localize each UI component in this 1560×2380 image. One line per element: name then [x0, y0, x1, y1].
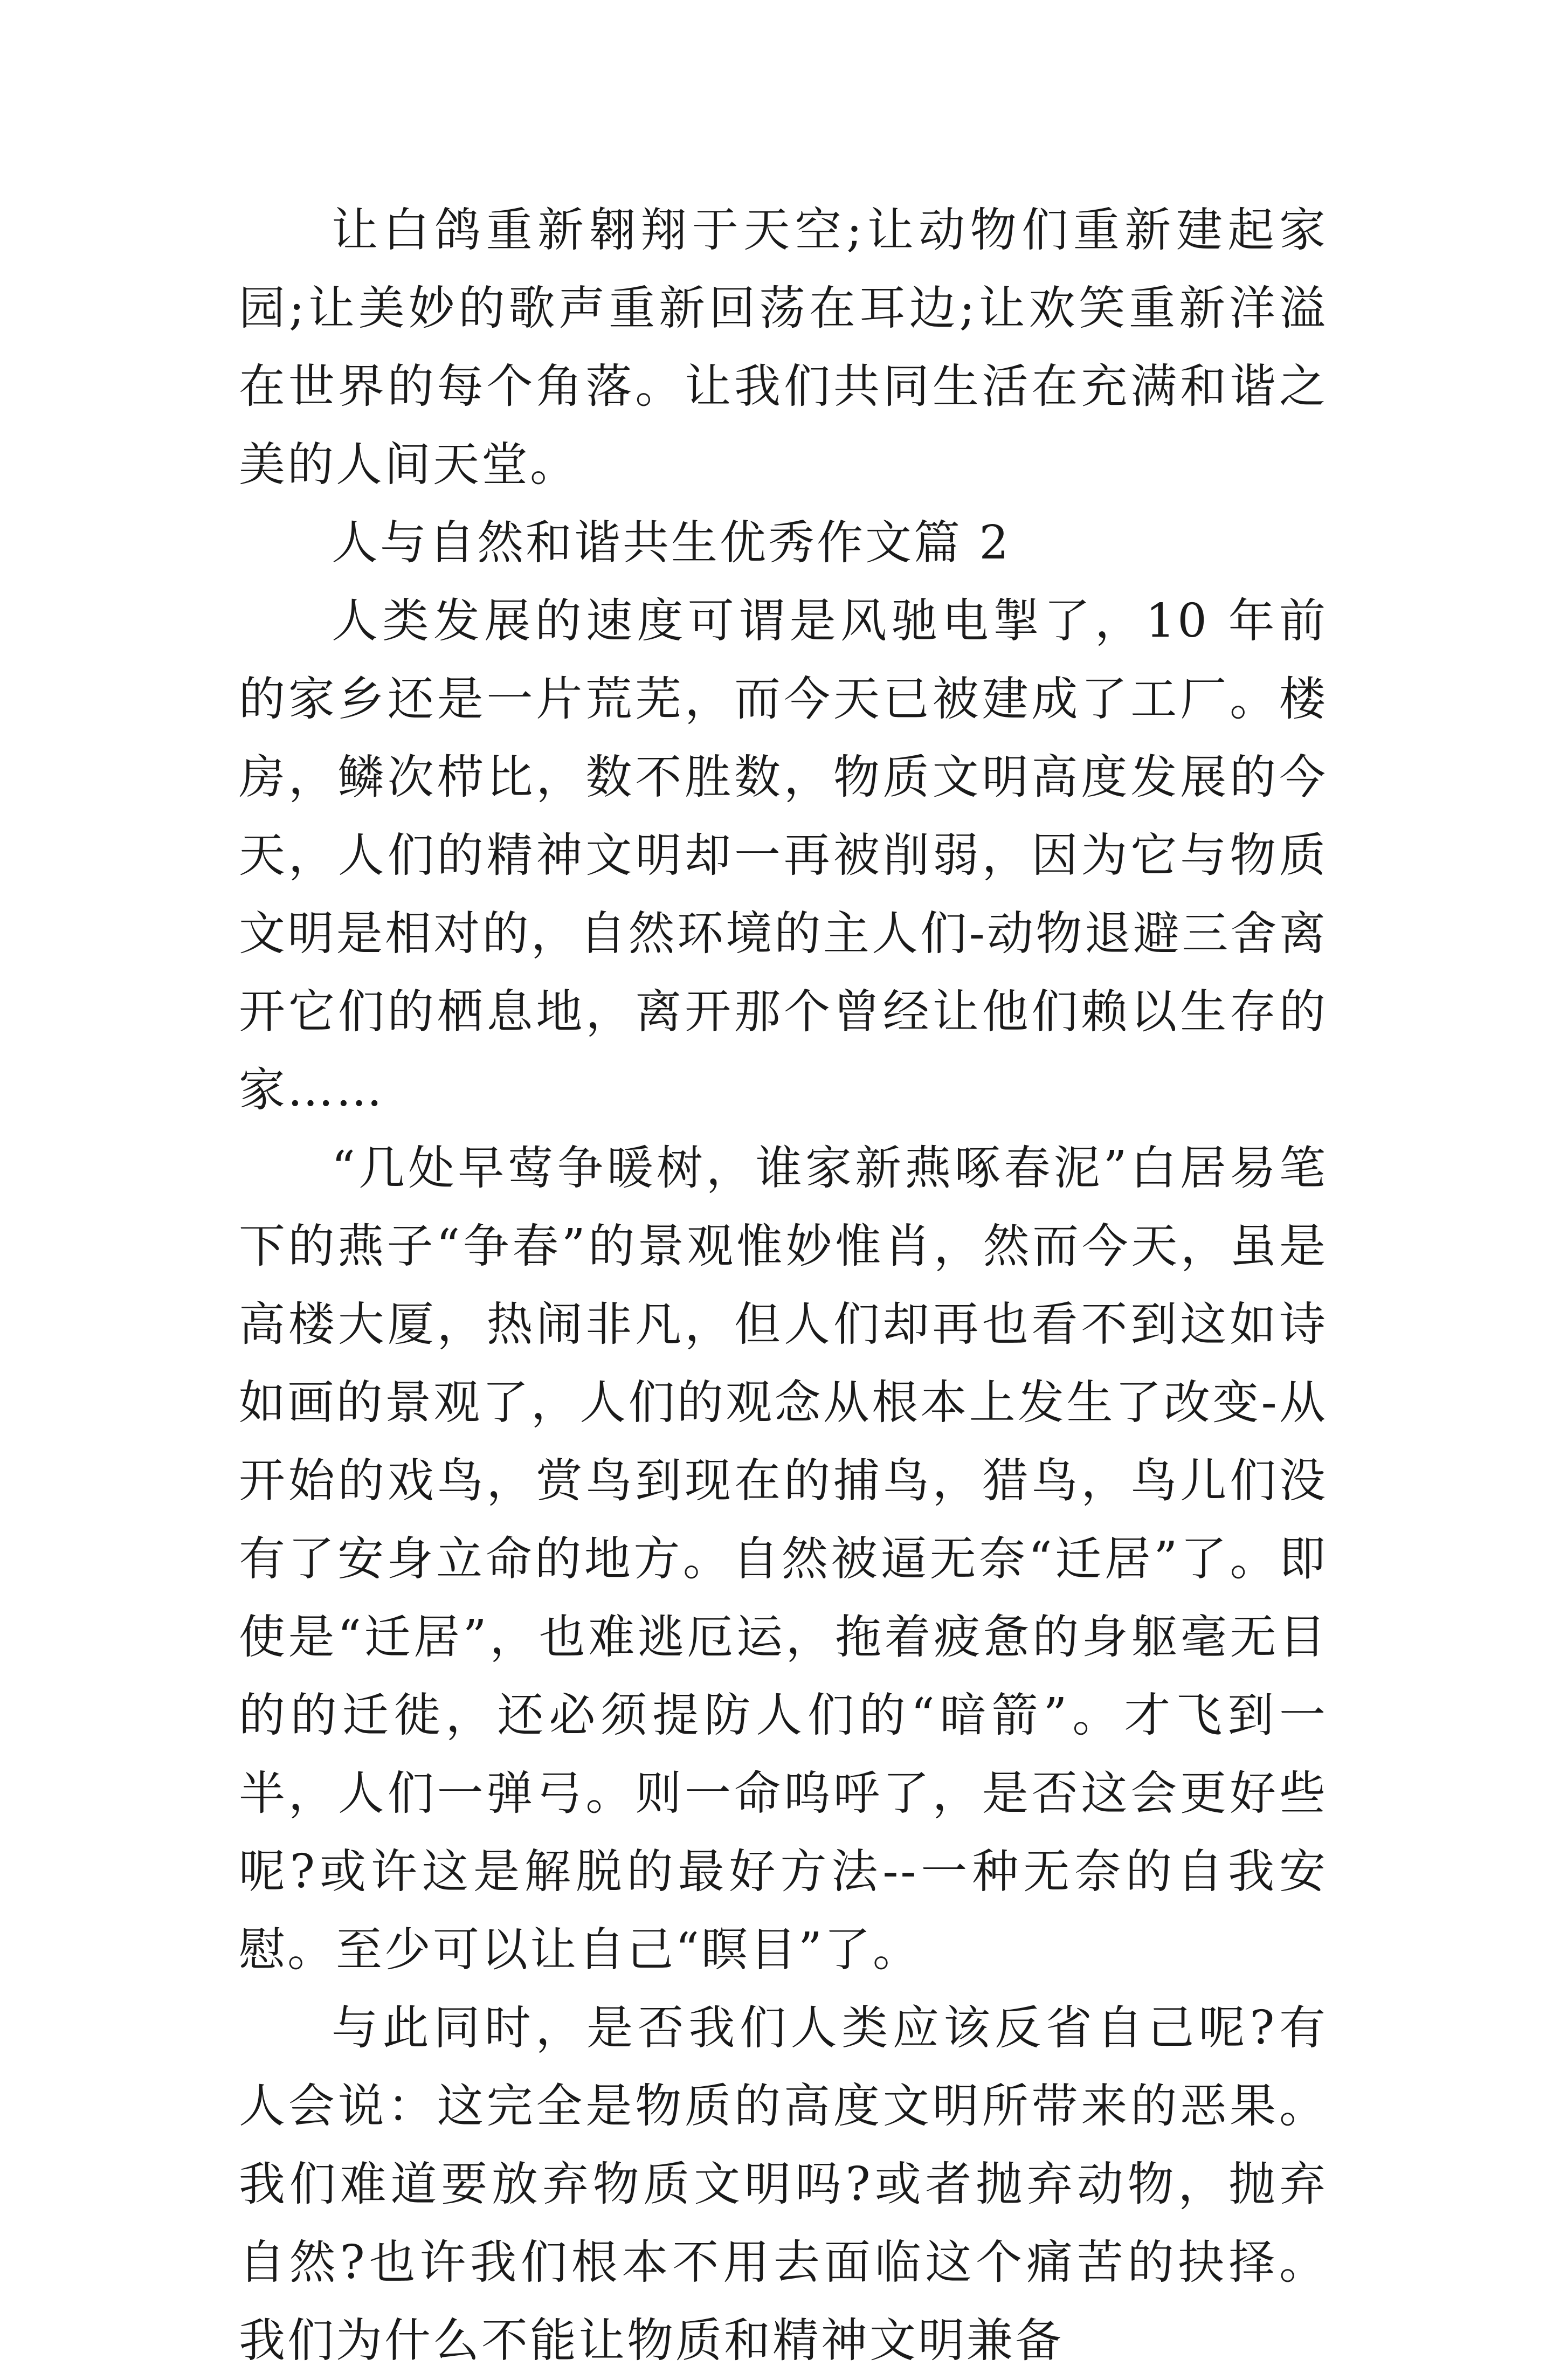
paragraph-closing-part-1: 让白鸽重新翱翔于天空;让动物们重新建起家园;让美妙的歌声重新回荡在耳边;让欢笑重新洋溢在世界的每个角落。让我们共同生活在充满和谐之美的人间天堂。	[239, 203, 1328, 492]
paragraph-development-speed: 人类发展的速度可谓是风驰电掣了，10 年前的家乡还是一片荒芜，而今天已被建成了工厂。楼房，鳞次栉比，数不胜数，物质文明高度发展的今天，人们的精神文明却一再被削弱，因为它与物质文明是相对的，自然环境的主人们-动物退避三舍离开它们的栖息地，离开那个曾经让他们赖以生存的家……	[239, 594, 1328, 1117]
paragraph-swallows-poem: “几处早莺争暖树，谁家新燕啄春泥”白居易笔下的燕子“争春”的景观惟妙惟肖，然而今天，虽是高楼大厦，热闹非凡，但人们却再也看不到这如诗如画的景观了，人们的观念从根本上发生了改变-从开始的戏鸟，赏鸟到现在的捕鸟，猎鸟，鸟儿们没有了安身立命的地方。自然被逼无奈“迁居”了。即使是“迁居”，也难逃厄运，拖着疲惫的身躯毫无目的的迁徙，还必须提防人们的“暗箭”。才飞到一半，人们一弹弓。则一命呜呼了，是否这会更好些呢?或许这是解脱的最好方法--一种无奈的自我安慰。至少可以让自己“瞑目”了。	[239, 1141, 1328, 1977]
paragraph-reflection: 与此同时，是否我们人类应该反省自己呢?有人会说：这完全是物质的高度文明所带来的恶果。我们难道要放弃物质文明吗?或者抛弃动物，抛弃自然?也许我们根本不用去面临这个痛苦的抉择。我们为什么不能让物质和精神文明兼备	[239, 2001, 1328, 2368]
essay-heading-part-2: 人与自然和谐共生优秀作文篇 2	[332, 516, 1011, 570]
article-body	[239, 191, 1328, 2380]
